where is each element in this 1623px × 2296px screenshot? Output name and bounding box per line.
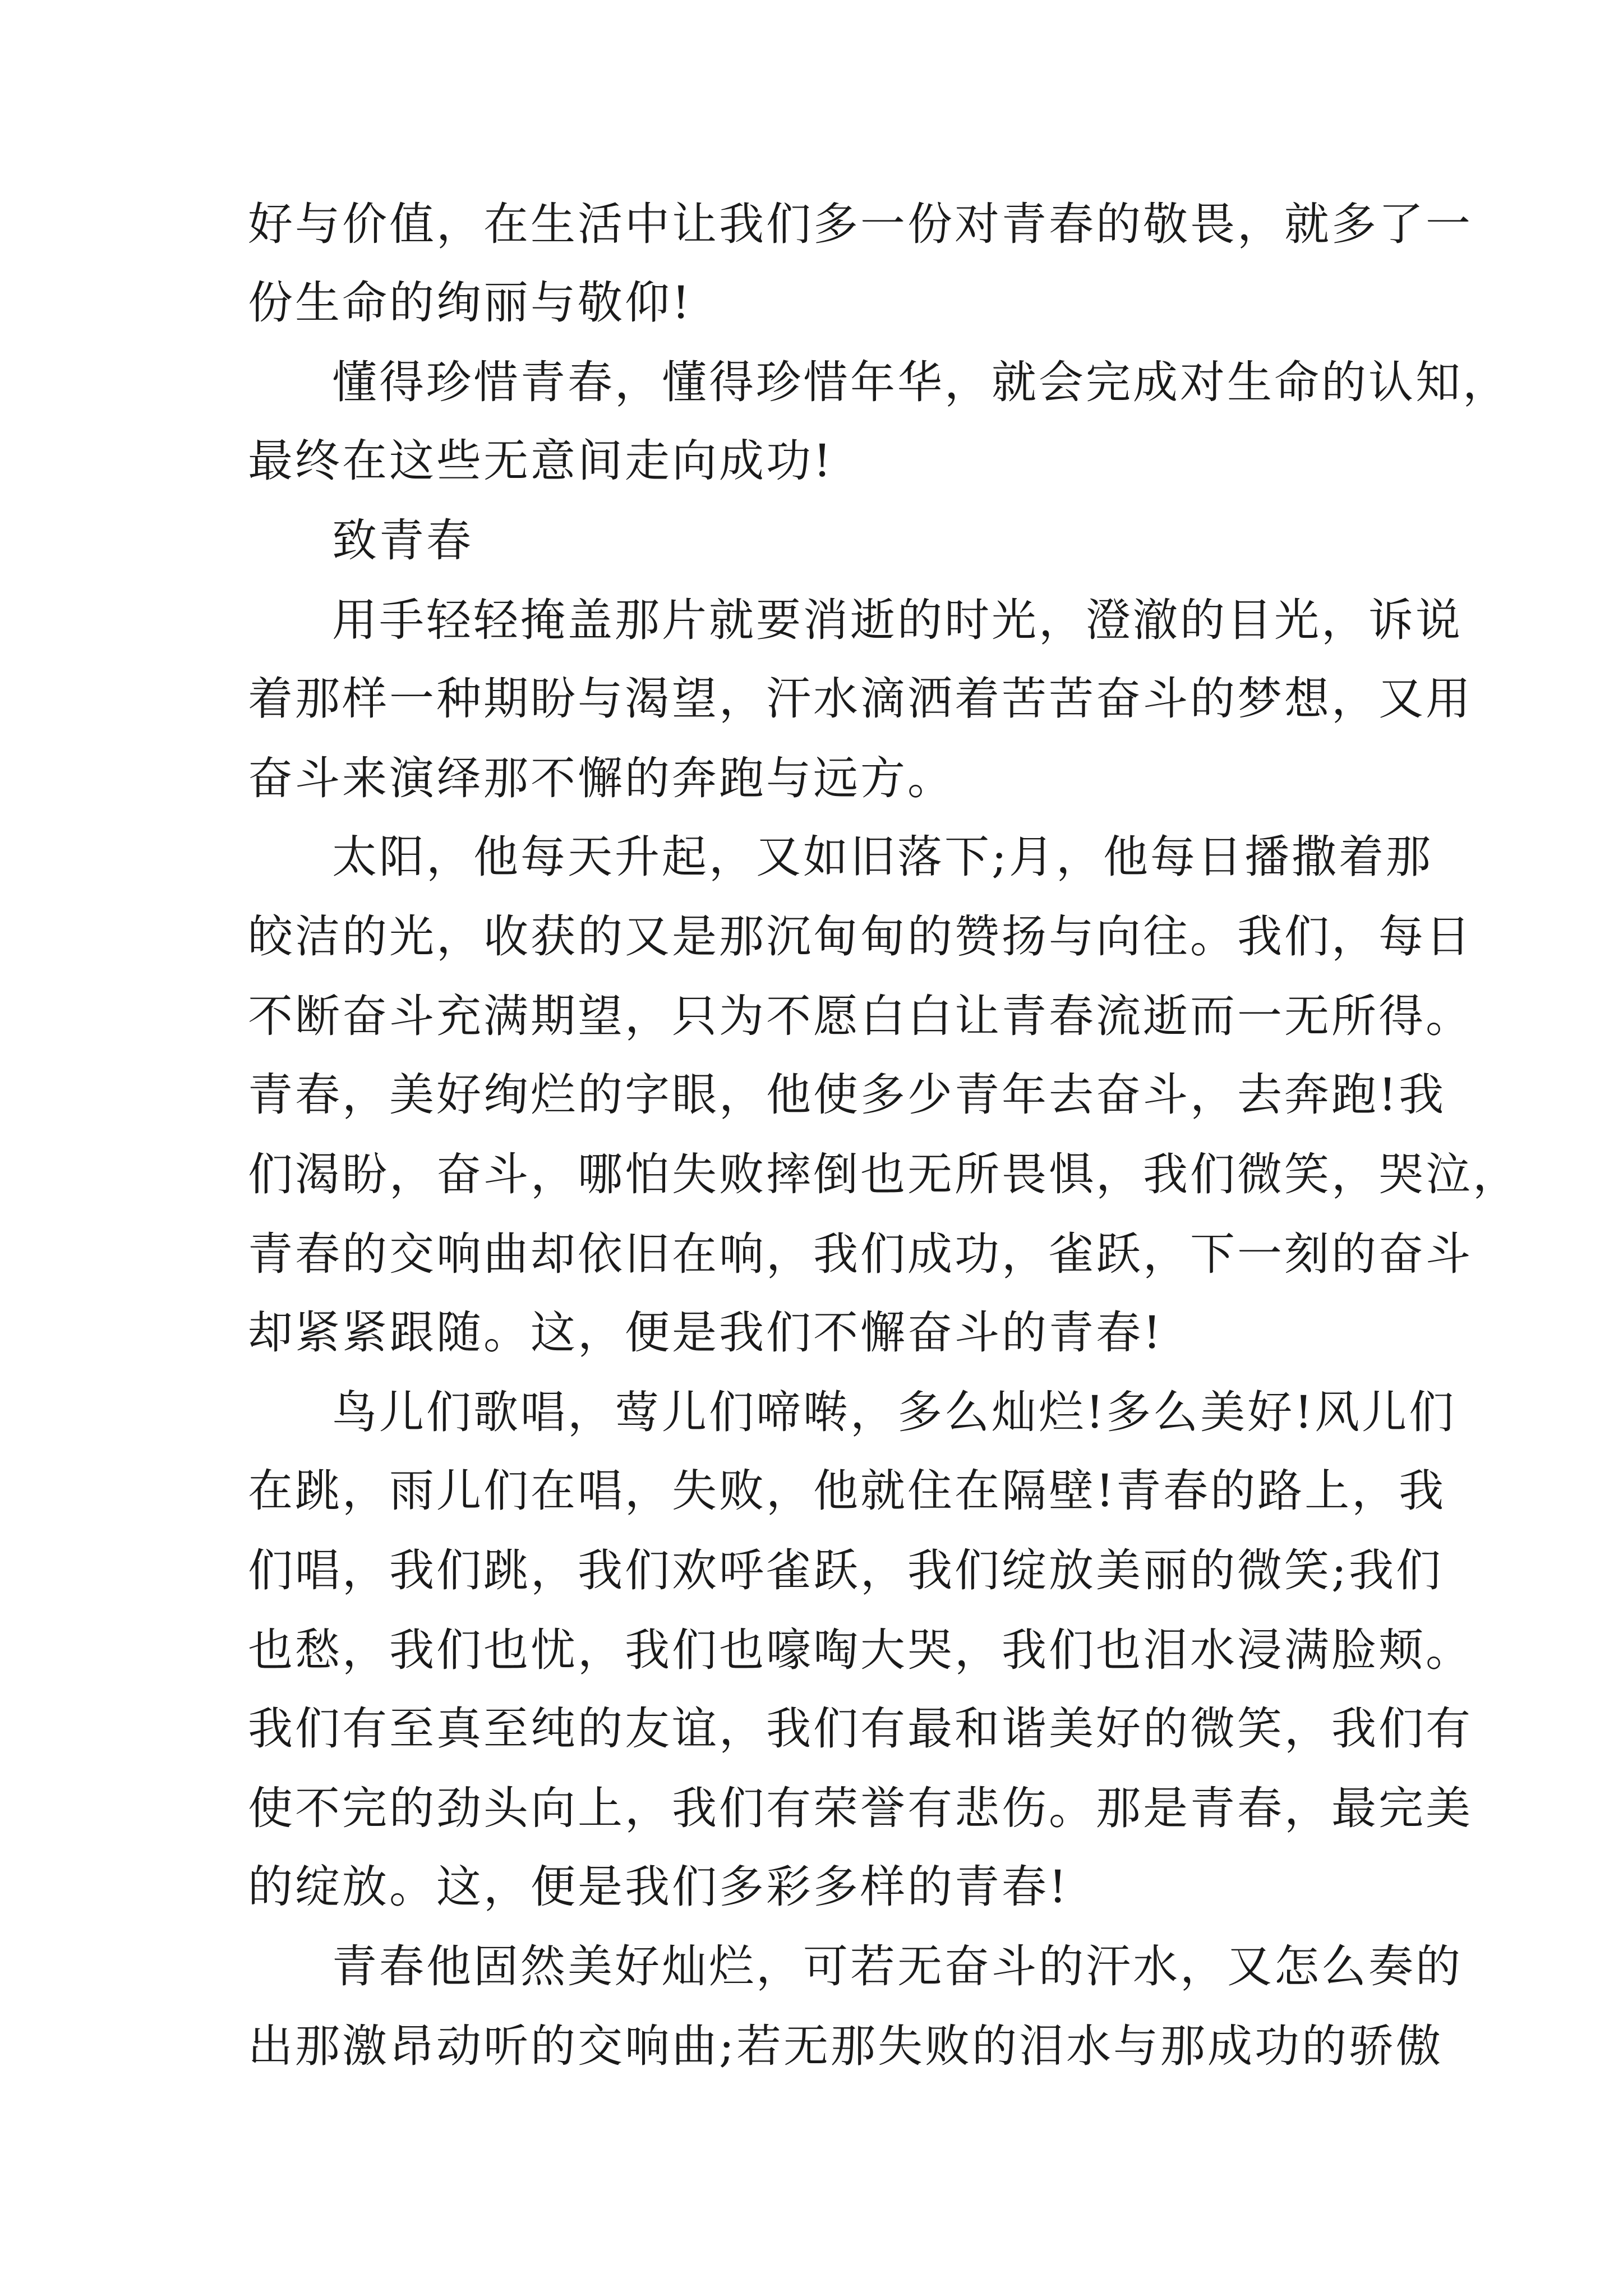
text-line: 使不完的劲头向上，我们有荣誉有悲伤。那是青春，最完美: [248, 1782, 1473, 1834]
text-line: 鸟儿们歌唱，莺儿们啼啭，多么灿烂!多么美好!风儿们: [332, 1386, 1456, 1438]
text-line: 奋斗来演绎那不懈的奔跑与远方。: [248, 752, 955, 804]
text-line: 青春的交响曲却依旧在响，我们成功，雀跃，下一刻的奋斗: [248, 1228, 1473, 1280]
text-line: 用手轻轻掩盖那片就要消逝的时光，澄澈的目光，诉说: [332, 594, 1463, 646]
text-line: 我们有至真至纯的友谊，我们有最和谐美好的微笑，我们有: [248, 1703, 1473, 1755]
section-heading: 致青春: [332, 514, 473, 567]
text-line: 太阳，他每天升起，又如旧落下;月，他每日播撒着那: [332, 831, 1433, 883]
text-line: 青春他固然美好灿烂，可若无奋斗的汗水，又怎么奏的: [332, 1940, 1463, 1993]
text-line: 皎洁的光，收获的又是那沉甸甸的赞扬与向往。我们，每日: [248, 910, 1473, 963]
text-line: 着那样一种期盼与渴望，汗水滴洒着苦苦奋斗的梦想，又用: [248, 673, 1473, 725]
text-line: 最终在这些无意间走向成功!: [248, 435, 834, 487]
text-line: 却紧紧跟随。这，便是我们不懈奋斗的青春!: [248, 1306, 1164, 1359]
text-line: 也愁，我们也忧，我们也嚎啕大哭，我们也泪水浸满脸颊。: [248, 1624, 1473, 1676]
text-line: 青春，美好绚烂的字眼，他使多少青年去奋斗，去奔跑!我: [248, 1069, 1446, 1121]
text-line: 的绽放。这，便是我们多彩多样的青春!: [248, 1861, 1069, 1913]
text-line: 们渴盼，奋斗，哪怕失败摔倒也无所畏惧，我们微笑，哭泣，: [248, 1148, 1520, 1200]
text-line: 不断奋斗充满期望，只为不愿白白让青春流逝而一无所得。: [248, 990, 1473, 1042]
text-line: 懂得珍惜青春，懂得珍惜年华，就会完成对生命的认知，: [332, 356, 1510, 408]
text-line: 们唱，我们跳，我们欢呼雀跃，我们绽放美丽的微笑;我们: [248, 1544, 1443, 1596]
text-line: 份生命的绚丽与敬仰!: [248, 277, 693, 329]
text-line: 出那激昂动听的交响曲;若无那失败的泪水与那成功的骄傲: [248, 2020, 1443, 2072]
text-line: 好与价值，在生活中让我们多一份对青春的敬畏，就多了一: [248, 198, 1473, 250]
text-line: 在跳，雨儿们在唱，失败，他就住在隔壁!青春的路上，我: [248, 1465, 1446, 1517]
